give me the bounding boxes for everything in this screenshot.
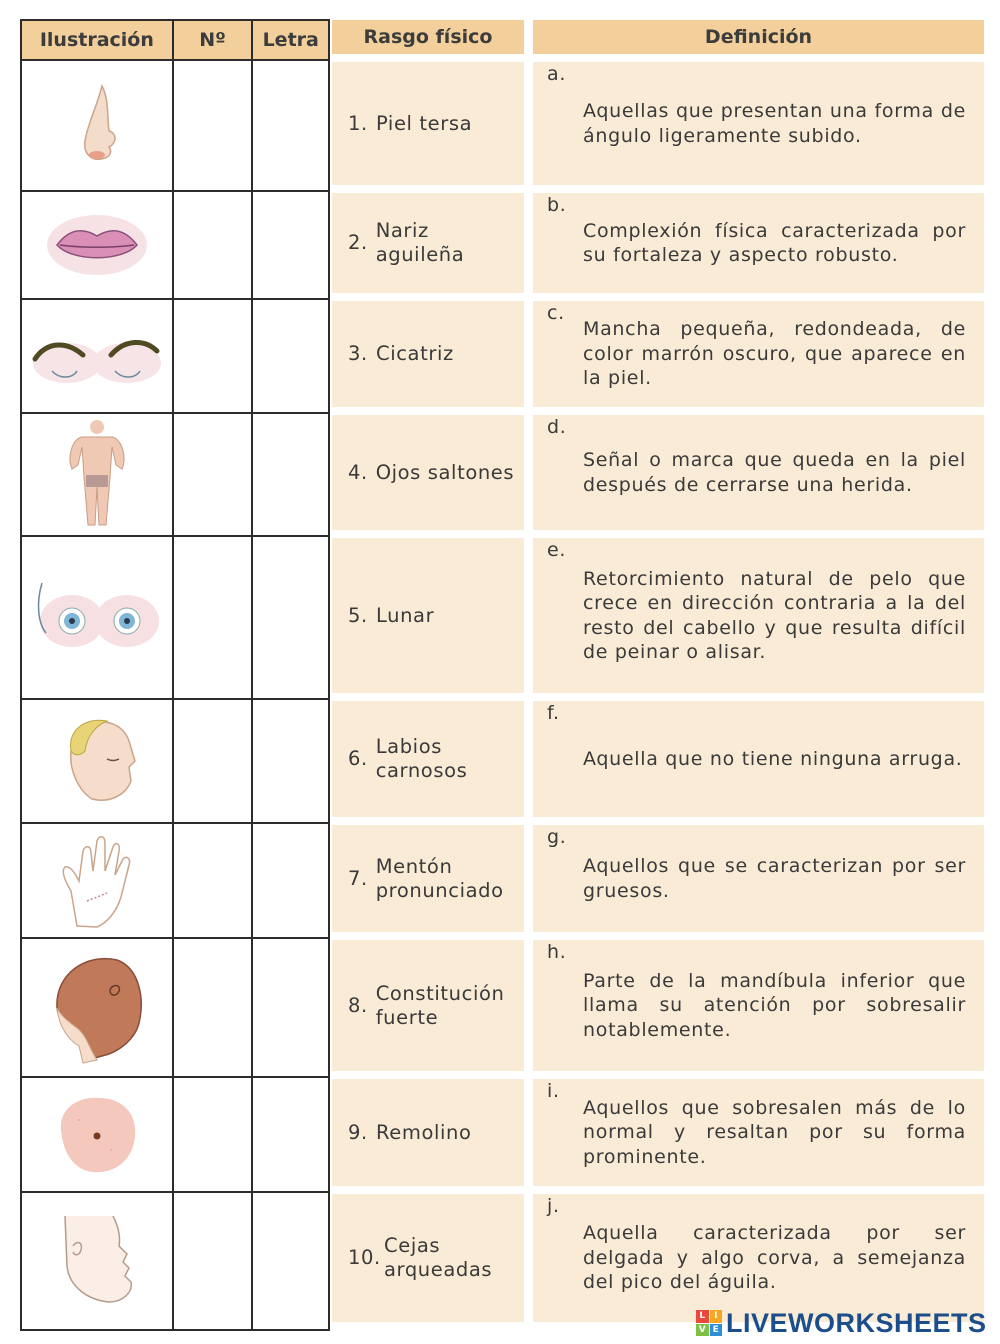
definition-letter: c. <box>547 302 565 324</box>
hand-scar-icon <box>21 823 173 938</box>
header-number: Nº <box>173 20 253 60</box>
definition-a <box>533 62 984 185</box>
definition-text: Retorcimiento natural de pelo que crece en dirección contraria a la del resto del cabello y que resulta difícil de peinar o alisar. <box>583 567 966 663</box>
definition-letter: a. <box>547 63 567 85</box>
number-cell-4[interactable] <box>173 413 253 536</box>
letter-cell-8[interactable] <box>252 938 329 1077</box>
trait-number: 8. <box>348 993 368 1017</box>
brand-text: LIVEWORKSHEETS <box>726 1307 987 1338</box>
header-definition: Definición <box>533 20 984 54</box>
number-cell-7[interactable] <box>173 823 253 938</box>
definition-text: Aquellas que presentan una forma de ángulo ligeramente subido. <box>583 100 966 147</box>
number-cell-6[interactable] <box>173 699 253 823</box>
definition-text: Parte de la mandíbula inferior que llama su atención por sobresalir notablemente. <box>583 969 966 1041</box>
trait-text: Constitución fuerte <box>375 981 505 1029</box>
brand-icon: L I V E <box>696 1310 722 1336</box>
definition-text: Aquellos que se caracterizan por ser gruesos. <box>583 855 966 902</box>
trait-number: 4. <box>348 460 368 484</box>
definition-j <box>533 1194 984 1322</box>
definition-text: Aquella caracterizada por ser delgada y algo corva, a semejanza del pico del águila. <box>583 1222 966 1294</box>
definition-letter: b. <box>547 194 567 216</box>
hair-whorl-icon <box>21 938 173 1077</box>
definition-text: Señal o marca que queda en la piel después de cerrarse una herida. <box>583 449 966 496</box>
illustration-table <box>20 19 330 1331</box>
definition-d <box>533 415 984 530</box>
trait-number: 7. <box>348 866 368 890</box>
letter-cell-6[interactable] <box>252 699 329 823</box>
definition-e <box>533 538 984 693</box>
liveworksheets-logo <box>696 1308 987 1338</box>
letter-cell-1[interactable] <box>252 60 329 191</box>
eyebrows-icon <box>21 299 173 413</box>
trait-text: Cicatriz <box>376 342 454 365</box>
definition-text: Complexión física caracterizada por su fortaleza y aspecto robusto. <box>583 219 966 266</box>
trait-number: 2. <box>348 231 368 254</box>
trait-6 <box>332 701 524 817</box>
definition-f <box>533 701 984 817</box>
skin-mole-icon <box>21 1077 173 1192</box>
head-profile-icon <box>21 699 173 823</box>
letter-cell-5[interactable] <box>252 536 329 699</box>
trait-2 <box>332 193 524 293</box>
trait-1 <box>332 62 524 185</box>
definition-h <box>533 940 984 1071</box>
number-cell-1[interactable] <box>173 60 253 191</box>
trait-5 <box>332 538 524 693</box>
letter-cell-2[interactable] <box>252 191 329 299</box>
definition-g <box>533 825 984 932</box>
definition-letter: i. <box>547 1080 560 1102</box>
definition-b <box>533 193 984 293</box>
trait-number: 10. <box>348 1246 381 1269</box>
number-cell-9[interactable] <box>173 1077 253 1192</box>
trait-text: Piel tersa <box>376 111 473 135</box>
trait-9 <box>332 1079 524 1186</box>
trait-text: Cejas arqueadas <box>384 1234 493 1281</box>
trait-number: 1. <box>348 111 368 135</box>
trait-4 <box>332 415 524 530</box>
header-letter: Letra <box>252 20 329 60</box>
trait-7 <box>332 825 524 932</box>
chin-profile-icon <box>21 1192 173 1330</box>
letter-cell-4[interactable] <box>252 413 329 536</box>
header-trait: Rasgo físico <box>332 20 524 54</box>
number-cell-10[interactable] <box>173 1192 253 1330</box>
letter-cell-3[interactable] <box>252 299 329 413</box>
definition-text: Aquellos que sobresalen más de lo normal y resaltan por su forma prominente. <box>583 1096 966 1168</box>
number-cell-3[interactable] <box>173 299 253 413</box>
trait-text: Lunar <box>376 603 435 627</box>
definition-letter: h. <box>547 941 567 963</box>
muscular-body-icon <box>21 413 173 536</box>
number-cell-2[interactable] <box>173 191 253 299</box>
bulging-eyes-icon <box>21 536 173 699</box>
letter-cell-9[interactable] <box>252 1077 329 1192</box>
number-cell-8[interactable] <box>173 938 253 1077</box>
trait-text: Nariz aguileña <box>375 219 465 266</box>
trait-text: Labios carnosos <box>375 735 468 782</box>
trait-number: 5. <box>348 603 368 627</box>
definition-i <box>533 1079 984 1186</box>
letter-cell-10[interactable] <box>252 1192 329 1330</box>
header-illustration: Ilustración <box>21 20 173 60</box>
definition-c <box>533 301 984 407</box>
trait-number: 9. <box>348 1120 368 1144</box>
trait-text: Mentón pronunciado <box>375 854 504 902</box>
trait-number: 6. <box>348 747 368 770</box>
definition-letter: j. <box>547 1195 560 1217</box>
definition-letter: g. <box>547 826 567 848</box>
trait-3 <box>332 301 524 407</box>
definition-letter: e. <box>547 539 567 561</box>
lips-icon <box>21 191 173 299</box>
definition-text: Mancha pequeña, redondeada, de color marrón oscuro, que aparece en la piel. <box>583 318 966 390</box>
nose-icon <box>21 60 173 191</box>
trait-text: Remolino <box>376 1120 472 1144</box>
definition-text: Aquella que no tiene ninguna arruga. <box>583 747 963 770</box>
letter-cell-7[interactable] <box>252 823 329 938</box>
trait-8 <box>332 940 524 1071</box>
definition-letter: d. <box>547 416 567 438</box>
trait-10 <box>332 1194 524 1322</box>
definition-letter: f. <box>547 702 560 724</box>
trait-text: Ojos saltones <box>375 460 515 484</box>
trait-number: 3. <box>348 342 368 365</box>
number-cell-5[interactable] <box>173 536 253 699</box>
